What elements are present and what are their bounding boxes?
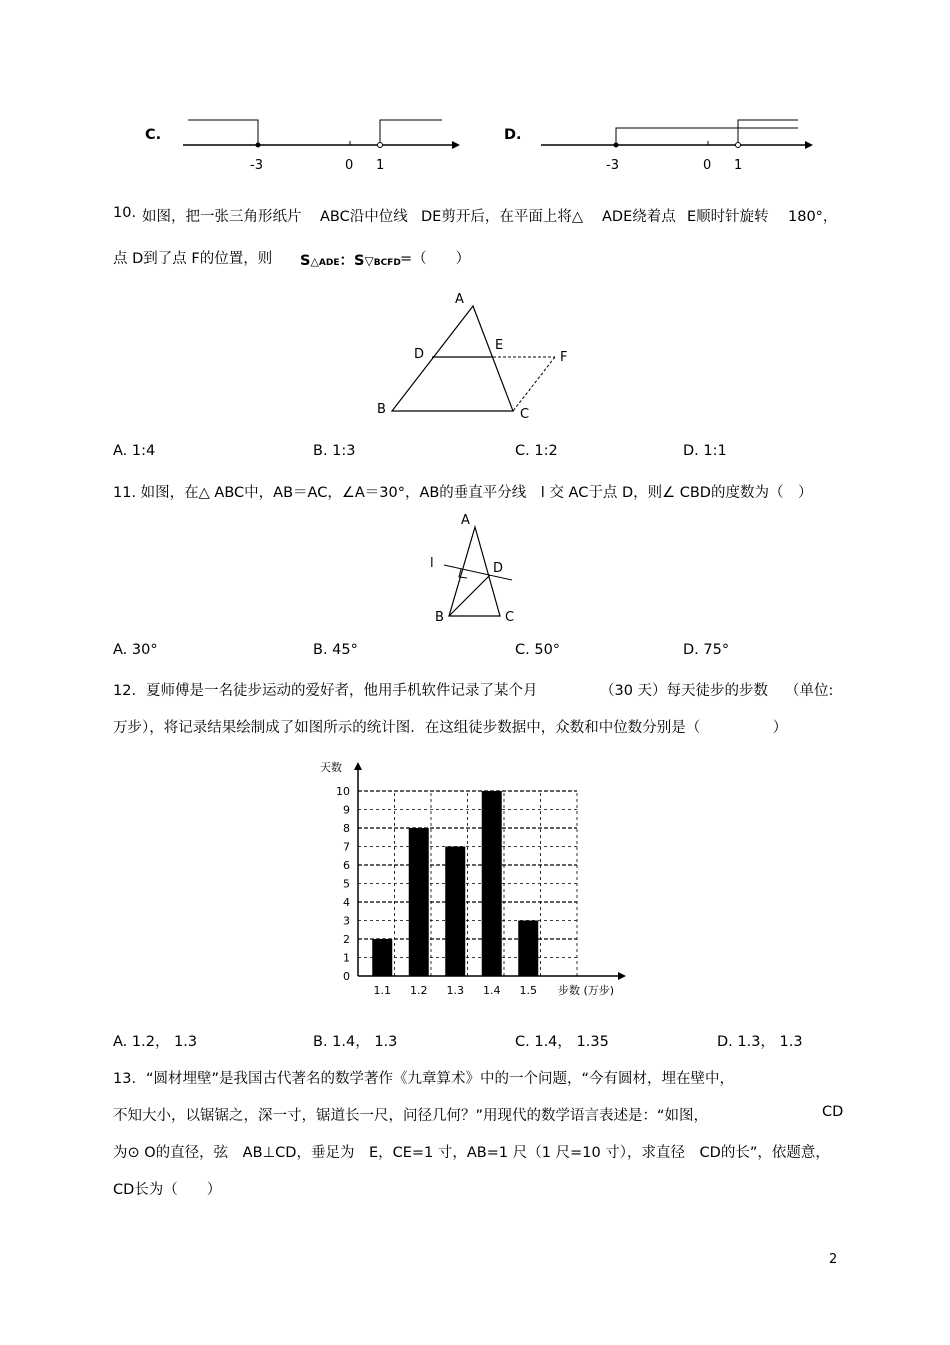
bar	[445, 847, 465, 977]
option-c[interactable]: C. 1:2	[515, 443, 558, 459]
q13-text: CD长为（ ）	[113, 1182, 222, 1198]
y-tick-label: 4	[343, 896, 350, 909]
q10-text: ADE绕着点	[602, 209, 676, 225]
vertex-label: B	[377, 402, 386, 417]
q13-text: 为⊙ O的直径，弦 AB⊥CD，垂足为 E，CE=1 寸，AB=1 尺（1 尺=10 寸），求直径 CD的长”，依题意，	[113, 1145, 830, 1161]
q12-text: 12．夏师傅是一名徒步运动的爱好者，他用手机软件记录了某个月	[113, 683, 538, 699]
vertex-label: F	[560, 350, 568, 365]
tick-label: -3	[606, 158, 619, 173]
option-c[interactable]: C. 1.4， 1.35	[515, 1034, 609, 1050]
tick-label: 0	[345, 158, 354, 173]
area-ratio: S△ADE：S▽BCFD	[300, 253, 401, 269]
option-c[interactable]: C. 50°	[515, 642, 561, 658]
page-number: 2	[829, 1252, 838, 1267]
y-tick-label: 7	[343, 840, 350, 854]
option-b[interactable]: B. 1:3	[313, 443, 356, 459]
option-a[interactable]: A. 1:4	[113, 443, 156, 459]
y-tick-label: 3	[343, 914, 350, 928]
answer-brackets: =（ ）	[400, 251, 471, 267]
vertex-label: D	[414, 347, 425, 362]
q12-text: （单位:	[785, 683, 834, 699]
y-tick-label: 9	[343, 803, 350, 817]
line-label: l	[430, 556, 434, 571]
q10-text: DE剪开后，在平面上将△	[421, 209, 583, 225]
y-tick-label: 2	[343, 933, 350, 946]
bar	[409, 828, 429, 976]
option-c-label: C.	[145, 127, 162, 143]
option-a[interactable]: A. 30°	[113, 642, 158, 658]
y-tick-label: 0	[343, 970, 350, 983]
q10-number: 10.	[113, 205, 137, 221]
q13-text: 13．“圆材埋壁”是我国古代著名的数学著作《九章算术》中的一个问题，“今有圆材，埋在壁中，	[113, 1071, 734, 1087]
x-tick-label: 1.2	[410, 984, 428, 997]
bar	[372, 939, 392, 976]
y-tick-label: 10	[336, 785, 350, 798]
vertex-label: A	[461, 513, 470, 528]
tick-label: 1	[376, 158, 385, 173]
x-axis-arrow	[618, 972, 626, 980]
option-d[interactable]: D. 1.3， 1.3	[717, 1034, 803, 1050]
tick-label: 1	[734, 158, 743, 173]
vertex-label: D	[493, 561, 504, 576]
option-d-label: D.	[504, 127, 522, 143]
vertex-label: E	[495, 338, 504, 353]
q10-text: 点 D到了点 F的位置，则	[113, 251, 273, 267]
tick-label: -3	[250, 158, 263, 173]
option-a[interactable]: A. 1.2， 1.3	[113, 1034, 198, 1050]
q10-text: ABC沿中位线	[320, 209, 408, 225]
bar	[482, 791, 502, 976]
q10-text: 180°，	[788, 209, 838, 225]
tick-label: 0	[703, 158, 712, 173]
option-b[interactable]: B. 1.4， 1.3	[313, 1034, 398, 1050]
vertex-label: A	[455, 292, 464, 307]
q10-text: 如图，把一张三角形纸片	[142, 209, 302, 225]
q12-text: （30 天）每天徒步的步数	[600, 683, 769, 699]
option-d[interactable]: D. 1:1	[683, 443, 727, 459]
y-tick-label: 5	[343, 877, 350, 891]
q13-text: 不知大小，以锯锯之，深一寸，锯道长一尺，问径几何？”用现代的数学语言表述是：“如图，	[113, 1108, 709, 1124]
y-axis-arrow	[354, 762, 362, 770]
q10-text: E顺时针旋转	[687, 209, 769, 225]
x-tick-label: 1.3	[446, 984, 464, 997]
x-tick-label: 1.1	[373, 984, 391, 997]
y-tick-label: 6	[343, 859, 350, 872]
option-b[interactable]: B. 45°	[313, 642, 358, 658]
y-axis-label: 天数	[320, 761, 342, 774]
vertex-label: B	[435, 610, 444, 625]
bar	[518, 921, 538, 977]
x-tick-label: 1.4	[483, 984, 501, 997]
q11-text: 11. 如图，在△ ABC中，AB＝AC，∠A＝30°，AB的垂直平分线 l 交 AC于点 D，则∠ CBD的度数为（ ）	[113, 485, 813, 501]
vertex-label: C	[520, 407, 530, 422]
q13-text: CD	[822, 1104, 844, 1120]
y-tick-label: 1	[343, 951, 350, 965]
x-tick-label: 1.5	[519, 984, 537, 997]
vertex-label: C	[505, 610, 515, 625]
x-axis-label: 步数 (万步)	[558, 984, 615, 997]
option-d[interactable]: D. 75°	[683, 642, 730, 658]
q12-text: 万步），将记录结果绘制成了如图所示的统计图．在这组徒步数据中，众数和中位数分别是（ ）	[113, 720, 788, 736]
y-tick-label: 8	[343, 822, 350, 835]
